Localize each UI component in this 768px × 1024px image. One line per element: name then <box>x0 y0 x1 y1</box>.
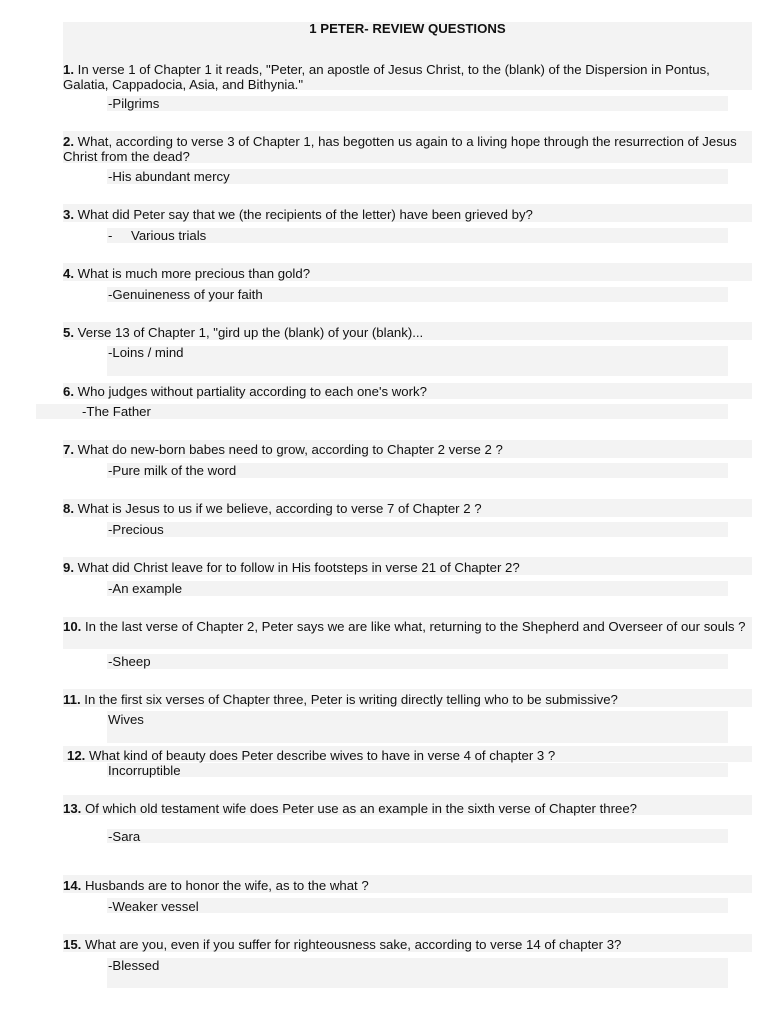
question-number: 15. <box>63 937 82 952</box>
question-number: 13. <box>63 801 82 816</box>
question-8 <box>63 501 482 516</box>
question-text: Who judges without partiality according to each one's work? <box>77 384 427 399</box>
answer-12: Incorruptible <box>108 763 181 778</box>
question-number: 10. <box>63 619 82 634</box>
question-number: 14. <box>63 878 82 893</box>
answer-5: -Loins / mind <box>108 345 184 360</box>
question-text: What, according to verse 3 of Chapter 1, has begotten us again to a living hope through the resurrection of Jesus Christ from the dead? <box>63 134 737 164</box>
question-number: 4. <box>63 266 74 281</box>
question-text: Of which old testament wife does Peter use as an example in the sixth verse of Chapter three? <box>85 801 637 816</box>
answer-11: Wives <box>108 712 144 727</box>
question-text: What are you, even if you suffer for righteousness sake, according to verse 14 of chapter 3? <box>85 937 622 952</box>
shade-band <box>107 711 728 743</box>
shade-band <box>107 763 728 777</box>
question-2 <box>63 134 753 164</box>
question-13 <box>63 801 637 816</box>
question-number: 8. <box>63 501 74 516</box>
question-number: 9. <box>63 560 74 575</box>
answer-8: -Precious <box>108 522 164 537</box>
question-text: What is much more precious than gold? <box>77 266 311 281</box>
question-text: Verse 13 of Chapter 1, "gird up the (blank) of your (blank)... <box>77 325 424 340</box>
shade-band <box>107 522 728 537</box>
question-1 <box>63 62 753 92</box>
question-number: 5. <box>63 325 74 340</box>
answer-13: -Sara <box>108 829 141 844</box>
question-11 <box>63 692 618 707</box>
answer-6: -The Father <box>82 404 151 419</box>
question-14 <box>63 878 369 893</box>
question-4 <box>63 266 310 281</box>
shade-band <box>107 898 728 913</box>
question-number: 12. <box>67 748 86 763</box>
answer-3-dash: - <box>108 228 113 243</box>
question-text: In the first six verses of Chapter three, Peter is writing directly telling who to be submissive? <box>84 692 618 707</box>
question-text: What do new-born babes need to grow, according to Chapter 2 verse 2 ? <box>77 442 503 457</box>
question-5 <box>63 325 423 340</box>
question-text: What is Jesus to us if we believe, according to verse 7 of Chapter 2 ? <box>77 501 482 516</box>
question-10 <box>63 619 753 634</box>
question-number: 1. <box>63 62 74 77</box>
question-6 <box>63 384 427 399</box>
shade-band <box>107 958 728 988</box>
answer-10: -Sheep <box>108 654 151 669</box>
shade-band <box>107 581 728 596</box>
question-number: 7. <box>63 442 74 457</box>
page-title: 1 PETER- REVIEW QUESTIONS <box>309 21 506 36</box>
answer-4: -Genuineness of your faith <box>108 287 263 302</box>
question-number: 2. <box>63 134 74 149</box>
question-15 <box>63 937 621 952</box>
question-text: What did Christ leave for to follow in His footsteps in verse 21 of Chapter 2? <box>77 560 520 575</box>
question-number: 11. <box>63 692 81 707</box>
question-text: In the last verse of Chapter 2, Peter says we are like what, returning to the Shepherd and Overseer of our souls ? <box>85 619 746 634</box>
answer-9: -An example <box>108 581 183 596</box>
shade-band <box>107 654 728 669</box>
question-9 <box>63 560 520 575</box>
answer-2: -His abundant mercy <box>108 169 230 184</box>
question-text: What kind of beauty does Peter describe wives to have in verse 4 of chapter 3 ? <box>89 748 556 763</box>
shade-band <box>107 346 728 376</box>
shade-band <box>107 96 728 111</box>
question-text: In verse 1 of Chapter 1 it reads, "Peter, an apostle of Jesus Christ, to the (blank) of the Dispersion in Pontus, Galatia, Cappadocia, Asia, and Bithynia." <box>63 62 710 92</box>
question-text: Husbands are to honor the wife, as to the what ? <box>85 878 369 893</box>
answer-3: Various trials <box>131 228 207 243</box>
answer-14: -Weaker vessel <box>108 899 199 914</box>
answer-15: -Blessed <box>108 958 160 973</box>
question-number: 6. <box>63 384 74 399</box>
shade-band <box>107 829 728 843</box>
question-7 <box>63 442 503 457</box>
question-3 <box>63 207 533 222</box>
question-number: 3. <box>63 207 74 222</box>
answer-1: -Pilgrims <box>108 96 160 111</box>
answer-7: -Pure milk of the word <box>108 463 237 478</box>
question-12 <box>67 748 555 763</box>
question-text: What did Peter say that we (the recipients of the letter) have been grieved by? <box>77 207 533 222</box>
